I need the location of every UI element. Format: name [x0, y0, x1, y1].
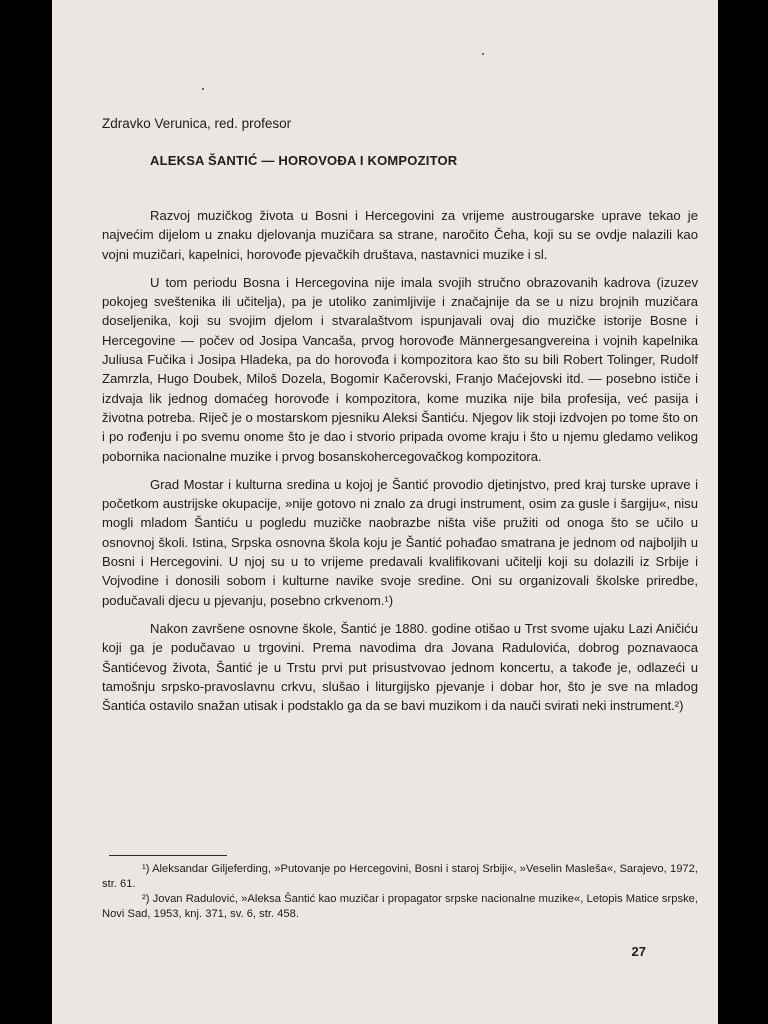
footnote: ²) Jovan Radulović, »Aleksa Šantić kao muzičar i propagator srpske nacionalne muzike«, Letopis Matice srpske, Novi Sad, 1953, knj. 371, sv. 6, str. 458.	[102, 893, 698, 920]
paragraph: Nakon završene osnovne škole, Šantić je 1880. godine otišao u Trst svome ujaku Lazi Aničiću koji ga je podučavao u trgovini. Prema navodima dra Jovana Radulovića, dobrog poznavaoca Šantićevog života, Šantić je u Trstu prvi put prisustvovao jednom koncertu, a takođe je, odlazeći u tamošnju srpsko-pravoslavnu crkvu, slušao i liturgijsko pjevanje i dobar hor, što je sve na mladog Šantića ostavilo snažan utisak i podstaklo ga da se bavi muzikom i da nauči svirati neki instrument.²)	[102, 620, 698, 714]
document-page	[52, 0, 718, 1024]
paragraph: Grad Mostar i kulturna sredina u kojoj je Šantić provodio djetinjstvo, pred kraj turske uprave i početkom austrijske okupacije, »nije gotovo ni znalo za drugi instrument, osim za gusle i šargiju«, nisu mogli mladom Šantiću u pogledu muzičke naobrazbe ništa više pružiti od onoga što se učilo u osnovnoj školi. Istina, Srpska osnovna škola koju je Šantić pohađao smatrana je jednom od najboljih u Bosni i Hercegovini. U njoj su u to vrijeme predavali kvalifikovani učitelji koji su dolazili iz Srbije i Vojvodine i donosili sobom i kulturne navike svoje sredine. Oni su organizovali školske priredbe, podučavali djecu u pjevanju, posebno crkvenom.¹)	[102, 476, 698, 608]
speck	[482, 53, 484, 55]
author-line: Zdravko Verunica, red. profesor	[102, 116, 292, 131]
article-title: ALEKSA ŠANTIĆ — HOROVOĐA I KOMPOZITOR	[150, 153, 458, 168]
page-number: 27	[631, 944, 646, 959]
speck	[202, 88, 204, 90]
paragraph: Razvoj muzičkog života u Bosni i Hercegovini za vrijeme austrougarske uprave tekao je najvećim dijelom u znaku djelovanja muzičara sa strane, naročito Čeha, koji su se ovdje nalazili kao vojni muzičari, kapelnici, horovođe pjevačkih društava, nastavnici muzike i sl.	[102, 208, 698, 262]
footnote-divider	[109, 855, 227, 856]
paragraph: U tom periodu Bosna i Hercegovina nije imala svojih stručno obrazovanih kadrova (izuzev pokojeg sveštenika ili učitelja), pa je utoliko zanimljivije i značajnije da se u nizu brojnih muzičara doseljenika, koji su svojim djelom i stvaralaštvom ispunjavali ovaj dio muzičke istorije Bosne i Hercegovine — počev od Josipa Vancaša, prvog horovođe Männergesangvereina i vojnih kapelnika Juliusa Fučika i Josipa Hladeka, pa do horovođa i kompozitora kao što su bili Robert Tolinger, Rudolf Zamrzla, Hugo Doubek, Miloš Dozela, Bogomir Kačerovski, Franjo Maćejovski itd. — posebno ističe i izdvaja lik jednog domaćeg horovođe i kompozitora, kome muzika nije bila profesija, već pasija i životna potreba. Riječ je o mostarskom pjesniku Aleksi Šantiću. Njegov lik stoji izdvojen po tome što on i po rođenju i po svemu onome što je dao i stvorio pripada ovome kraju i što u njemu gledamo velikog pobornika nacionalne muzike i prvog bosanskohercegovačkog kompozitora.	[102, 274, 698, 464]
footnote: ¹) Aleksandar Giljeferding, »Putovanje po Hercegovini, Bosni i staroj Srbiji«, »Veselin Masleša«, Sarajevo, 1972, str. 61.	[102, 863, 698, 890]
footnotes	[102, 862, 698, 922]
article-body	[102, 206, 698, 724]
